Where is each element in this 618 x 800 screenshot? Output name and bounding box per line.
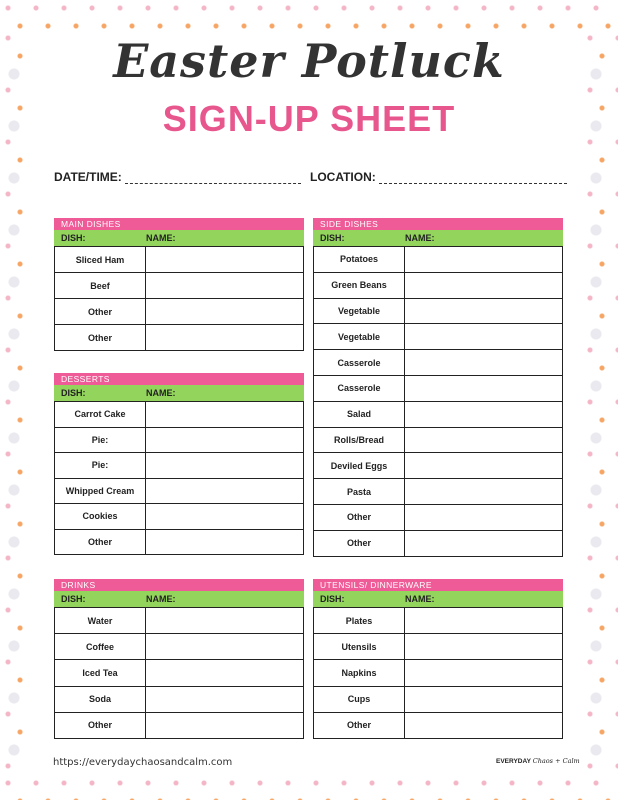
dish-cell: Cups	[314, 687, 405, 712]
name-cell[interactable]	[405, 479, 562, 504]
dish-cell: Water	[55, 608, 146, 633]
dish-cell: Plates	[314, 608, 405, 633]
dish-cell: Soda	[55, 687, 146, 712]
location-line	[379, 171, 567, 184]
section-title: MAIN DISHES	[54, 218, 304, 230]
table-row	[55, 503, 303, 529]
script-title: Easter Potluck	[113, 34, 505, 88]
location-label: LOCATION:	[310, 170, 376, 184]
footer-logo	[496, 757, 580, 765]
dish-cell: Cookies	[55, 504, 146, 529]
table-row	[314, 401, 562, 427]
name-cell[interactable]	[405, 531, 562, 556]
section-title: DESSERTS	[54, 373, 304, 385]
table-row	[55, 272, 303, 298]
dish-column-header: DISH:	[61, 594, 86, 604]
name-cell[interactable]	[146, 453, 303, 478]
dish-cell: Casserole	[314, 376, 405, 401]
table-row	[314, 298, 562, 324]
dish-column-header: DISH:	[320, 594, 345, 604]
dish-cell: Other	[314, 713, 405, 738]
table-row	[314, 659, 562, 685]
dish-cell: Rolls/Bread	[314, 428, 405, 453]
table-row	[55, 712, 303, 738]
name-cell[interactable]	[146, 687, 303, 712]
name-cell[interactable]	[405, 608, 562, 633]
footer-logo-word1: EVERYDAY	[496, 758, 531, 765]
dish-cell: Sliced Ham	[55, 247, 146, 272]
name-cell[interactable]	[405, 273, 562, 298]
name-cell[interactable]	[405, 324, 562, 349]
table-row	[314, 272, 562, 298]
name-cell[interactable]	[146, 325, 303, 350]
table-row	[55, 607, 303, 633]
dish-cell: Vegetable	[314, 299, 405, 324]
table-row	[314, 427, 562, 453]
signup-table	[313, 246, 563, 557]
dish-cell: Casserole	[314, 350, 405, 375]
footer-url[interactable]: https://everydaychaosandcalm.com	[53, 757, 233, 768]
signup-table	[54, 607, 304, 739]
table-row	[55, 452, 303, 478]
name-column-header: NAME:	[146, 594, 176, 604]
table-row	[55, 686, 303, 712]
signup-table	[313, 607, 563, 739]
name-cell[interactable]	[146, 299, 303, 324]
name-column-header: NAME:	[146, 388, 176, 398]
name-cell[interactable]	[405, 660, 562, 685]
main-dishes-section	[54, 218, 304, 351]
name-cell[interactable]	[405, 713, 562, 738]
name-cell[interactable]	[146, 608, 303, 633]
name-cell[interactable]	[146, 402, 303, 427]
main-title: SIGN-UP SHEET	[162, 98, 456, 139]
name-cell[interactable]	[146, 713, 303, 738]
table-row	[314, 530, 562, 556]
table-row	[55, 246, 303, 272]
dish-cell: Beef	[55, 273, 146, 298]
dish-cell: Salad	[314, 402, 405, 427]
table-row	[314, 323, 562, 349]
name-cell[interactable]	[146, 273, 303, 298]
footer-logo-word2: Chaos + Calm	[532, 757, 580, 765]
table-row	[55, 427, 303, 453]
name-cell[interactable]	[146, 530, 303, 555]
table-row	[314, 712, 562, 738]
dish-cell: Pie:	[55, 428, 146, 453]
table-row	[55, 401, 303, 427]
table-row	[55, 298, 303, 324]
table-row	[314, 686, 562, 712]
drinks-section	[54, 579, 304, 739]
column-header-row	[54, 230, 304, 246]
desserts-section	[54, 373, 304, 555]
table-row	[314, 607, 562, 633]
dish-cell: Other	[314, 531, 405, 556]
name-cell[interactable]	[146, 504, 303, 529]
dish-cell: Whipped Cream	[55, 479, 146, 504]
name-cell[interactable]	[405, 376, 562, 401]
column-header-row	[313, 591, 563, 607]
dish-cell: Napkins	[314, 660, 405, 685]
name-cell[interactable]	[146, 634, 303, 659]
dish-cell: Pie:	[55, 453, 146, 478]
dish-cell: Utensils	[314, 634, 405, 659]
pattern-border-top	[0, 0, 618, 30]
pattern-border-left	[0, 30, 30, 775]
table-row	[314, 452, 562, 478]
dish-cell: Coffee	[55, 634, 146, 659]
dish-cell: Pasta	[314, 479, 405, 504]
name-cell[interactable]	[405, 453, 562, 478]
name-cell[interactable]	[405, 402, 562, 427]
name-cell[interactable]	[146, 247, 303, 272]
side-dishes-section	[313, 218, 563, 557]
location-field[interactable]	[310, 170, 567, 184]
column-header-row	[54, 591, 304, 607]
date-time-label: DATE/TIME:	[54, 170, 122, 184]
dish-cell: Other	[55, 530, 146, 555]
dish-column-header: DISH:	[61, 388, 86, 398]
section-title: UTENSILS/ DINNERWARE	[313, 579, 563, 591]
name-column-header: NAME:	[146, 233, 176, 243]
dish-cell: Other	[314, 505, 405, 530]
utensils-section	[313, 579, 563, 739]
dish-cell: Iced Tea	[55, 660, 146, 685]
dish-cell: Other	[55, 299, 146, 324]
name-cell[interactable]	[405, 634, 562, 659]
dish-cell: Carrot Cake	[55, 402, 146, 427]
dish-column-header: DISH:	[61, 233, 86, 243]
name-cell[interactable]	[405, 350, 562, 375]
dish-cell: Other	[55, 713, 146, 738]
name-cell[interactable]	[405, 299, 562, 324]
table-row	[55, 529, 303, 555]
dish-cell: Vegetable	[314, 324, 405, 349]
table-row	[314, 246, 562, 272]
name-cell[interactable]	[146, 660, 303, 685]
date-time-field[interactable]	[54, 170, 301, 184]
section-title: SIDE DISHES	[313, 218, 563, 230]
table-row	[314, 375, 562, 401]
name-column-header: NAME:	[405, 233, 435, 243]
pattern-border-right	[582, 30, 618, 775]
table-row	[314, 478, 562, 504]
table-row	[55, 324, 303, 350]
pattern-border-bottom	[0, 775, 618, 800]
table-row	[314, 349, 562, 375]
name-cell[interactable]	[405, 505, 562, 530]
dish-column-header: DISH:	[320, 233, 345, 243]
table-row	[55, 633, 303, 659]
name-column-header: NAME:	[405, 594, 435, 604]
name-cell[interactable]	[146, 428, 303, 453]
date-time-line	[125, 171, 301, 184]
section-title: DRINKS	[54, 579, 304, 591]
dish-cell: Other	[55, 325, 146, 350]
column-header-row	[313, 230, 563, 246]
table-row	[314, 504, 562, 530]
dish-cell: Potatoes	[314, 247, 405, 272]
table-row	[55, 659, 303, 685]
name-cell[interactable]	[405, 247, 562, 272]
table-row	[314, 633, 562, 659]
table-row	[55, 478, 303, 504]
signup-table	[54, 246, 304, 351]
name-cell[interactable]	[405, 428, 562, 453]
column-header-row	[54, 385, 304, 401]
dish-cell: Deviled Eggs	[314, 453, 405, 478]
name-cell[interactable]	[405, 687, 562, 712]
name-cell[interactable]	[146, 479, 303, 504]
dish-cell: Green Beans	[314, 273, 405, 298]
signup-table	[54, 401, 304, 555]
